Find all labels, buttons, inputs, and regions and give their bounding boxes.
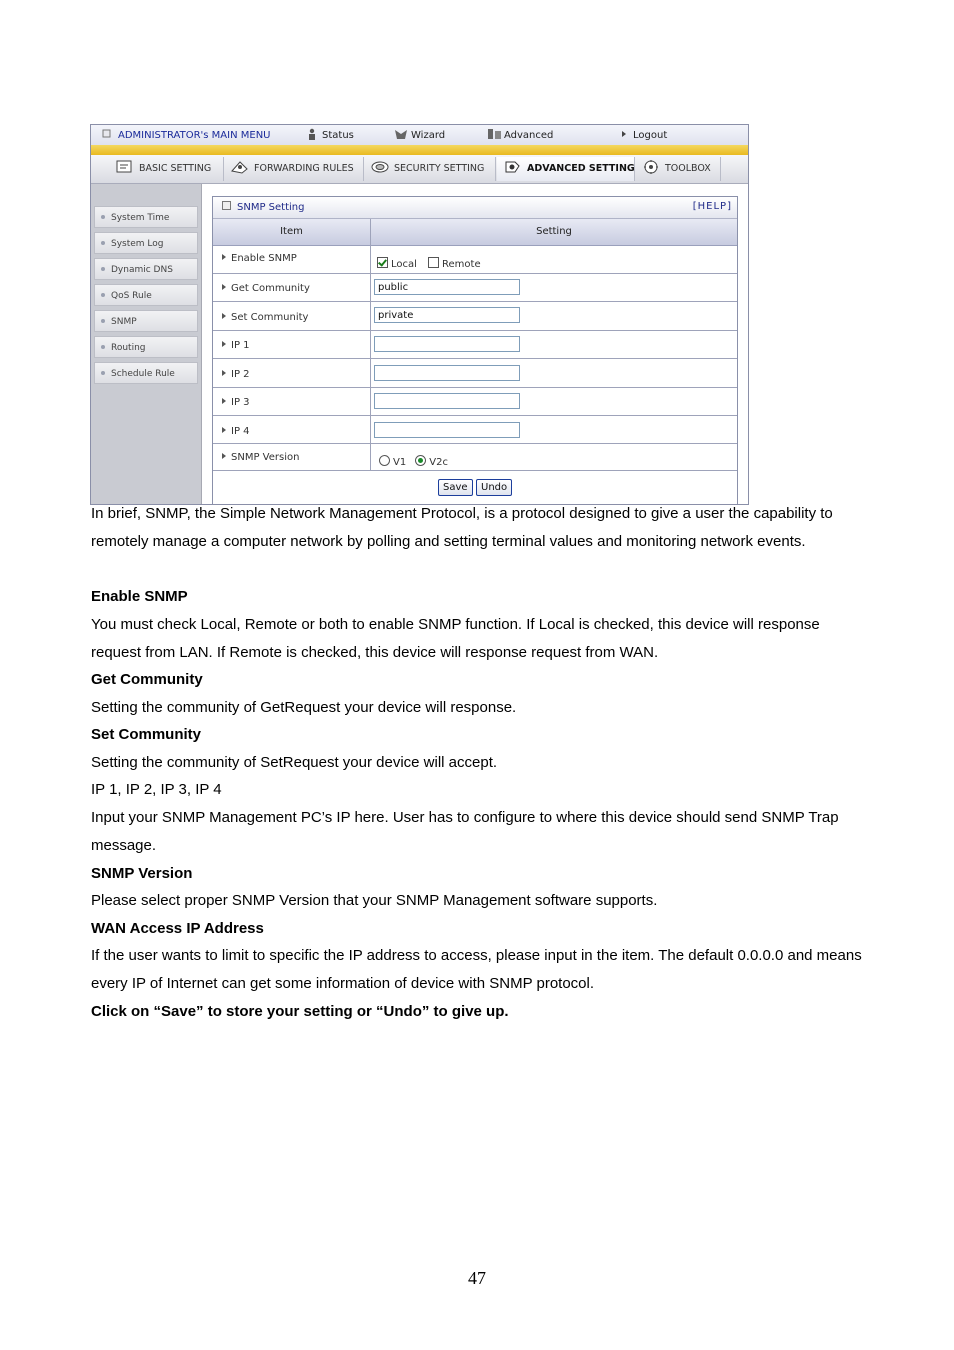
tab-label: SECURITY SETTING (394, 163, 485, 174)
ip2-input[interactable] (374, 365, 520, 381)
row-label (222, 452, 299, 463)
bullet-icon (101, 319, 105, 323)
sidebar-item-label: QoS Rule (111, 291, 152, 301)
row-label (222, 283, 310, 294)
snmp-setting-panel (212, 196, 738, 505)
wan-access-text: If the user wants to limit to specific the IP address to access, please input in the item. The default 0.0.0.0 and means every IP of Internet can get some information of device with SNMP protocol. (91, 947, 862, 992)
sidebar-item-routing[interactable] (94, 336, 198, 358)
toolbox-icon (641, 159, 661, 175)
enable-snmp-text: You must check Local, Remote or both to enable SNMP function. If Local is checked, this device will response request from LAN. If Remote is checked, this device will response request from WAN. (91, 616, 820, 661)
advanced-setting-icon (503, 159, 523, 175)
tab-security-setting[interactable] (364, 157, 496, 181)
ip4-input[interactable] (374, 422, 520, 438)
tab-label: FORWARDING RULES (254, 163, 354, 174)
row-snmp-version (213, 444, 737, 471)
triangle-right-icon (222, 341, 226, 347)
enable-snmp-heading: Enable SNMP (91, 588, 188, 605)
gold-divider (91, 145, 748, 155)
row-label-text: Set Community (231, 312, 309, 323)
tab-advanced-setting[interactable] (497, 157, 635, 181)
v1-label: V1 (393, 457, 407, 468)
sidebar-item-qos-rule[interactable] (94, 284, 198, 306)
main-tab-bar (91, 155, 748, 184)
wizard-label: Wizard (411, 130, 446, 141)
tab-basic-setting[interactable] (109, 157, 224, 181)
triangle-right-icon (222, 453, 226, 459)
row-ip3 (213, 388, 737, 416)
sidebar-item-snmp[interactable] (94, 310, 198, 332)
v2c-radio[interactable] (415, 455, 426, 466)
row-ip4 (213, 416, 737, 444)
row-label-text: Get Community (231, 283, 310, 294)
remote-label: Remote (442, 259, 481, 270)
wan-access-heading: WAN Access IP Address (91, 920, 264, 937)
sidebar-item-label: Routing (111, 343, 146, 353)
remote-checkbox[interactable] (428, 257, 439, 268)
logout-menu[interactable] (621, 128, 667, 142)
v1-radio[interactable] (379, 455, 390, 466)
tab-label: ADVANCED SETTING (527, 163, 635, 174)
menu-square-icon (101, 128, 114, 140)
tab-forwarding-rules[interactable] (224, 157, 364, 181)
set-community-heading: Set Community (91, 726, 202, 743)
panel-title (222, 201, 304, 213)
row-label (222, 340, 250, 351)
v2c-label: V2c (429, 457, 448, 468)
help-link[interactable]: [HELP] (692, 201, 732, 212)
top-menu-bar (91, 125, 748, 146)
row-enable-snmp (213, 246, 737, 274)
status-menu[interactable] (305, 128, 354, 142)
get-community-heading: Get Community (91, 671, 203, 688)
wizard-menu[interactable] (394, 128, 445, 142)
row-ip2 (213, 359, 737, 388)
undo-button[interactable]: Undo (476, 479, 512, 496)
ip1-input[interactable] (374, 336, 520, 352)
ip-text: Input your SNMP Management PC’s IP here. User has to configure to where this device should send SNMP Trap message. (91, 809, 839, 854)
tab-label: BASIC SETTING (139, 163, 212, 174)
enable-snmp-options (377, 252, 487, 271)
panel-title-text: SNMP Setting (237, 202, 305, 213)
triangle-right-icon (222, 254, 226, 260)
admin-main-menu[interactable] (101, 128, 271, 142)
column-header-item: Item (280, 226, 303, 237)
bullet-icon (101, 293, 105, 297)
row-label-text: IP 1 (231, 340, 250, 351)
ip-heading: IP 1, IP 2, IP 3, IP 4 (91, 781, 222, 798)
snmp-version-text: Please select proper SNMP Version that your SNMP Management software supports. (91, 892, 658, 909)
admin-menu-label: ADMINISTRATOR's MAIN MENU (118, 130, 271, 141)
intro-paragraph: In brief, SNMP, the Simple Network Management Protocol, is a protocol designed to give a user the capability to remotely manage a computer network by polling and setting terminal values and monitoring network events. (91, 505, 833, 550)
row-label-text: SNMP Version (231, 452, 300, 463)
column-header-row (213, 219, 737, 246)
advanced-icon (487, 128, 500, 140)
column-header-setting: Setting (536, 226, 572, 237)
triangle-right-icon (222, 370, 226, 376)
triangle-right-icon (222, 398, 226, 404)
local-checkbox[interactable] (377, 257, 388, 268)
triangle-right-icon (222, 313, 226, 319)
bullet-icon (101, 371, 105, 375)
sidebar-item-system-log[interactable] (94, 232, 198, 254)
sidebar-item-label: Schedule Rule (111, 369, 175, 379)
advanced-menu[interactable] (487, 128, 553, 142)
row-label (222, 426, 250, 437)
closing-instruction: Click on “Save” to store your setting or “Undo” to give up. (91, 1003, 509, 1020)
row-label (222, 369, 250, 380)
panel-square-icon (222, 201, 231, 210)
triangle-right-icon (621, 128, 629, 140)
get-community-input[interactable] (374, 279, 520, 295)
triangle-right-icon (222, 284, 226, 290)
wizard-icon (394, 128, 407, 140)
bullet-icon (101, 267, 105, 271)
snmp-version-heading: SNMP Version (91, 865, 193, 882)
sidebar-item-label: Dynamic DNS (111, 265, 173, 275)
bullet-icon (101, 345, 105, 349)
bullet-icon (101, 241, 105, 245)
status-label: Status (322, 130, 354, 141)
forwarding-rules-icon (230, 159, 250, 175)
row-label (222, 397, 250, 408)
sidebar-item-dynamic-dns[interactable] (94, 258, 198, 280)
sidebar-item-label: System Log (111, 239, 164, 249)
set-community-input[interactable] (374, 307, 520, 323)
sidebar-item-schedule-rule[interactable] (94, 362, 198, 384)
ip3-input[interactable] (374, 393, 520, 409)
sidebar-item-system-time[interactable] (94, 206, 198, 228)
page-number: 47 (468, 1268, 486, 1288)
advanced-label: Advanced (504, 130, 554, 141)
get-community-text: Setting the community of GetRequest your device will response. (91, 699, 517, 716)
local-label: Local (391, 259, 417, 270)
triangle-right-icon (222, 427, 226, 433)
row-label (222, 253, 297, 264)
router-admin-screenshot (90, 124, 749, 505)
snmp-version-options (379, 450, 454, 469)
set-community-text: Setting the community of SetRequest your device will accept. (91, 754, 498, 771)
panel-header (213, 197, 737, 219)
sidebar (91, 184, 202, 505)
row-label-text: IP 2 (231, 369, 250, 380)
row-ip1 (213, 331, 737, 359)
save-button[interactable]: Save (438, 479, 473, 496)
row-get-community (213, 274, 737, 302)
row-label (222, 312, 308, 323)
sidebar-item-label: System Time (111, 213, 170, 223)
logout-label: Logout (633, 130, 668, 141)
row-label-text: IP 4 (231, 426, 250, 437)
sidebar-item-label: SNMP (111, 317, 137, 327)
row-label-text: Enable SNMP (231, 253, 297, 264)
row-label-text: IP 3 (231, 397, 250, 408)
basic-setting-icon (115, 159, 135, 175)
security-setting-icon (370, 159, 390, 175)
bullet-icon (101, 215, 105, 219)
tab-label: TOOLBOX (665, 163, 711, 174)
tab-toolbox[interactable] (635, 157, 721, 181)
person-icon (305, 128, 318, 140)
row-set-community (213, 302, 737, 331)
